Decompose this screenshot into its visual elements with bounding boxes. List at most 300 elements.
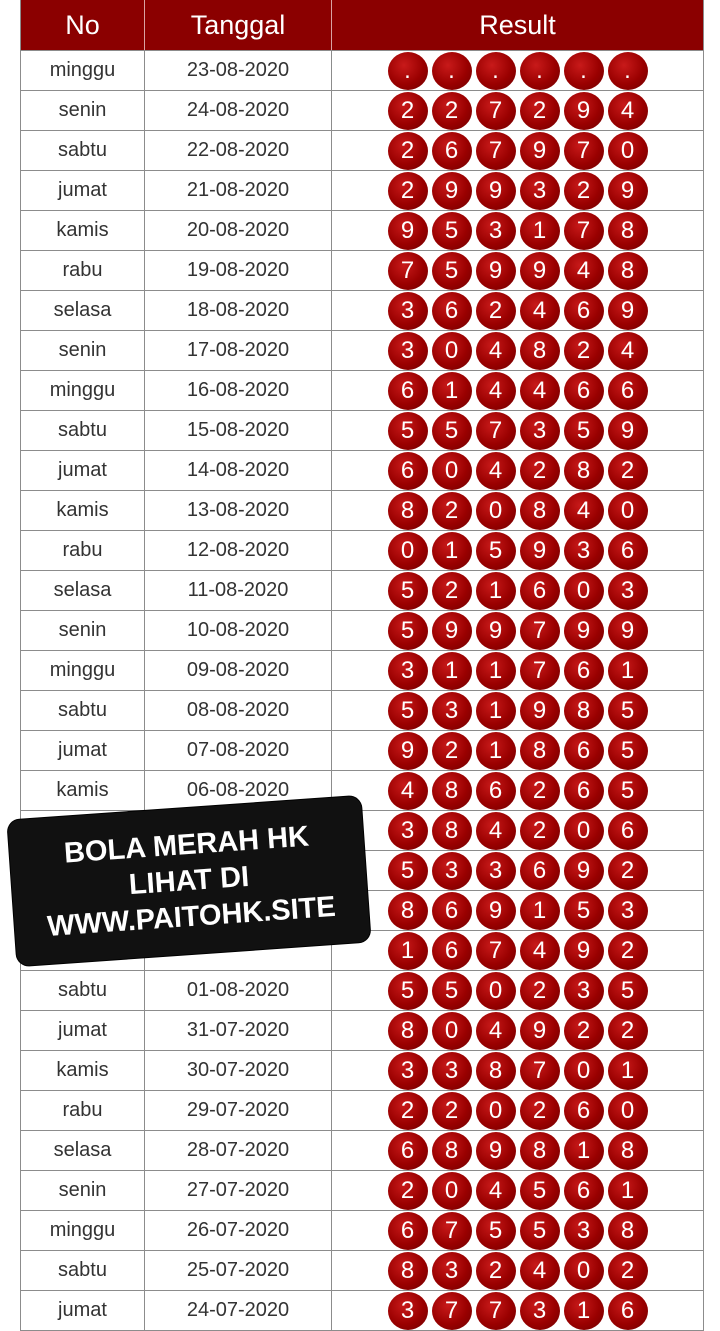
result-ball: 9 <box>432 172 472 210</box>
row-result <box>332 411 703 450</box>
banner-line-3: WWW.PAITOHK.SITE <box>46 890 337 943</box>
row-day: minggu <box>21 651 145 690</box>
result-ball: 9 <box>608 612 648 650</box>
result-ball: 4 <box>476 812 516 850</box>
result-ball: 4 <box>608 92 648 130</box>
result-ball: 6 <box>432 132 472 170</box>
result-ball: 1 <box>476 652 516 690</box>
row-date: 30-07-2020 <box>145 1051 332 1090</box>
result-ball: 9 <box>564 612 604 650</box>
row-date: 24-07-2020 <box>145 1291 332 1330</box>
result-balls <box>388 92 648 130</box>
result-ball: 9 <box>564 92 604 130</box>
row-result <box>332 1051 703 1090</box>
result-ball: 5 <box>432 412 472 450</box>
result-ball: 4 <box>520 932 560 970</box>
result-ball: 5 <box>608 772 648 810</box>
row-date: 10-08-2020 <box>145 611 332 650</box>
result-balls <box>388 812 648 850</box>
table-row <box>21 451 703 491</box>
row-result <box>332 1211 703 1250</box>
watermark-banner <box>7 796 370 966</box>
result-ball: 3 <box>388 652 428 690</box>
result-ball: 7 <box>476 132 516 170</box>
result-ball: 3 <box>388 812 428 850</box>
result-balls <box>388 1252 648 1290</box>
result-ball: . <box>388 52 428 90</box>
result-ball: 7 <box>520 1052 560 1090</box>
row-day: jumat <box>21 171 145 210</box>
result-ball: 3 <box>388 332 428 370</box>
table-row <box>21 1171 703 1211</box>
result-ball: 8 <box>520 492 560 530</box>
result-ball: 9 <box>608 292 648 330</box>
table-row <box>21 1251 703 1291</box>
result-ball: 2 <box>608 1252 648 1290</box>
row-day: jumat <box>21 451 145 490</box>
result-balls <box>388 772 648 810</box>
row-result <box>332 931 703 970</box>
row-result <box>332 251 703 290</box>
table-row <box>21 771 703 811</box>
result-ball: 3 <box>432 1052 472 1090</box>
result-ball: 4 <box>476 452 516 490</box>
result-balls <box>388 732 648 770</box>
result-ball: 3 <box>432 852 472 890</box>
result-ball: 7 <box>564 132 604 170</box>
result-balls <box>388 412 648 450</box>
result-ball: 0 <box>564 1052 604 1090</box>
result-ball: 5 <box>388 692 428 730</box>
row-day: rabu <box>21 531 145 570</box>
result-ball: 8 <box>520 332 560 370</box>
row-result <box>332 371 703 410</box>
row-result <box>332 211 703 250</box>
result-balls <box>388 212 648 250</box>
result-ball: 2 <box>432 732 472 770</box>
result-ball: 9 <box>608 412 648 450</box>
result-ball: 2 <box>520 772 560 810</box>
result-ball: 1 <box>564 1132 604 1170</box>
result-ball: 8 <box>432 812 472 850</box>
result-ball: 9 <box>520 692 560 730</box>
result-ball: 8 <box>388 492 428 530</box>
row-day: rabu <box>21 251 145 290</box>
row-day: minggu <box>21 371 145 410</box>
result-ball: 6 <box>476 772 516 810</box>
result-ball: 6 <box>564 292 604 330</box>
result-ball: 2 <box>564 1012 604 1050</box>
result-ball: 5 <box>388 972 428 1010</box>
table-row <box>21 1011 703 1051</box>
result-ball: 6 <box>520 852 560 890</box>
result-ball: 9 <box>476 172 516 210</box>
result-ball: 4 <box>520 1252 560 1290</box>
result-ball: 4 <box>608 332 648 370</box>
result-ball: 2 <box>520 812 560 850</box>
row-result <box>332 491 703 530</box>
row-result <box>332 771 703 810</box>
result-ball: . <box>520 52 560 90</box>
row-day: sabtu <box>21 131 145 170</box>
row-day: jumat <box>21 1291 145 1330</box>
row-result <box>332 571 703 610</box>
row-date: 14-08-2020 <box>145 451 332 490</box>
result-ball: 0 <box>432 1172 472 1210</box>
result-ball: 6 <box>432 892 472 930</box>
row-day: sabtu <box>21 691 145 730</box>
row-day: kamis <box>21 491 145 530</box>
result-ball: 3 <box>476 212 516 250</box>
result-ball: 0 <box>476 492 516 530</box>
row-date: 20-08-2020 <box>145 211 332 250</box>
result-table <box>20 0 704 1331</box>
result-ball: 9 <box>564 932 604 970</box>
result-ball: 9 <box>564 852 604 890</box>
row-date: 06-08-2020 <box>145 771 332 810</box>
result-ball: 0 <box>476 1092 516 1130</box>
result-ball: 2 <box>388 1092 428 1130</box>
table-row <box>21 371 703 411</box>
result-ball: . <box>564 52 604 90</box>
result-ball: 7 <box>564 212 604 250</box>
result-ball: 4 <box>564 492 604 530</box>
result-ball: 3 <box>432 1252 472 1290</box>
result-ball: 8 <box>608 1132 648 1170</box>
row-result <box>332 1091 703 1130</box>
result-balls <box>388 692 648 730</box>
result-ball: 4 <box>476 372 516 410</box>
result-balls <box>388 1052 648 1090</box>
row-result <box>332 691 703 730</box>
result-ball: 9 <box>476 1132 516 1170</box>
table-row <box>21 1211 703 1251</box>
banner-line-2: LIHAT DI <box>127 860 251 902</box>
result-ball: 2 <box>608 452 648 490</box>
row-day: minggu <box>21 51 145 90</box>
row-date: 27-07-2020 <box>145 1171 332 1210</box>
result-ball: 2 <box>476 1252 516 1290</box>
table-row <box>21 91 703 131</box>
result-ball: 8 <box>432 772 472 810</box>
row-date: 25-07-2020 <box>145 1251 332 1290</box>
result-ball: 3 <box>388 1292 428 1330</box>
result-balls <box>388 932 648 970</box>
table-row <box>21 691 703 731</box>
row-result <box>332 891 703 930</box>
result-ball: 8 <box>388 1252 428 1290</box>
result-ball: 7 <box>388 252 428 290</box>
result-ball: 2 <box>520 972 560 1010</box>
result-ball: 5 <box>476 532 516 570</box>
result-ball: 1 <box>432 372 472 410</box>
row-day: rabu <box>21 1091 145 1130</box>
row-day: kamis <box>21 211 145 250</box>
result-ball: 7 <box>476 412 516 450</box>
result-balls <box>388 972 648 1010</box>
row-day: selasa <box>21 1131 145 1170</box>
result-ball: 5 <box>432 212 472 250</box>
result-balls <box>388 332 648 370</box>
result-ball: 1 <box>608 1052 648 1090</box>
result-ball: 6 <box>608 1292 648 1330</box>
result-ball: 5 <box>388 852 428 890</box>
result-ball: 4 <box>564 252 604 290</box>
result-ball: 3 <box>564 972 604 1010</box>
result-ball: 2 <box>608 1012 648 1050</box>
result-ball: 5 <box>564 892 604 930</box>
result-ball: 8 <box>388 1012 428 1050</box>
result-ball: 2 <box>388 92 428 130</box>
table-row <box>21 1291 703 1331</box>
result-ball: 8 <box>608 212 648 250</box>
result-ball: 2 <box>432 1092 472 1130</box>
result-balls <box>388 492 648 530</box>
result-ball: 2 <box>608 932 648 970</box>
row-result <box>332 1011 703 1050</box>
table-body <box>21 51 703 1331</box>
result-ball: 8 <box>564 452 604 490</box>
table-row <box>21 971 703 1011</box>
result-balls <box>388 1212 648 1250</box>
table-row <box>21 1051 703 1091</box>
row-day: minggu <box>21 1211 145 1250</box>
result-ball: 2 <box>564 332 604 370</box>
result-ball: 6 <box>564 732 604 770</box>
row-date: 08-08-2020 <box>145 691 332 730</box>
result-ball: 4 <box>476 1012 516 1050</box>
result-ball: 8 <box>608 252 648 290</box>
result-ball: 2 <box>388 1172 428 1210</box>
result-ball: 2 <box>388 172 428 210</box>
result-ball: 6 <box>432 292 472 330</box>
banner-line-1: BOLA MERAH HK <box>62 820 311 870</box>
row-result <box>332 651 703 690</box>
result-ball: 5 <box>608 732 648 770</box>
table-row <box>21 211 703 251</box>
result-ball: 3 <box>520 412 560 450</box>
result-balls <box>388 652 648 690</box>
table-row <box>21 491 703 531</box>
row-date: 31-07-2020 <box>145 1011 332 1050</box>
row-result <box>332 611 703 650</box>
row-result <box>332 91 703 130</box>
result-balls <box>388 1172 648 1210</box>
result-ball: 6 <box>564 372 604 410</box>
result-ball: 9 <box>476 252 516 290</box>
result-balls <box>388 252 648 290</box>
result-ball: 0 <box>432 332 472 370</box>
row-result <box>332 1251 703 1290</box>
row-date: 01-08-2020 <box>145 971 332 1010</box>
result-ball: 3 <box>608 892 648 930</box>
table-header <box>21 0 703 51</box>
result-balls <box>388 172 648 210</box>
result-ball: 4 <box>520 372 560 410</box>
row-date: 18-08-2020 <box>145 291 332 330</box>
result-ball: 1 <box>476 732 516 770</box>
table-row <box>21 51 703 91</box>
table-row <box>21 611 703 651</box>
result-ball: 2 <box>432 572 472 610</box>
result-ball: 5 <box>388 572 428 610</box>
row-date: 26-07-2020 <box>145 1211 332 1250</box>
row-result <box>332 171 703 210</box>
result-ball: 0 <box>476 972 516 1010</box>
row-date: 29-07-2020 <box>145 1091 332 1130</box>
row-result <box>332 291 703 330</box>
result-ball: 1 <box>432 532 472 570</box>
result-ball: 7 <box>476 932 516 970</box>
result-ball: 1 <box>388 932 428 970</box>
result-ball: 6 <box>608 812 648 850</box>
table-row <box>21 131 703 171</box>
row-day: selasa <box>21 571 145 610</box>
table-row <box>21 411 703 451</box>
result-ball: 8 <box>432 1132 472 1170</box>
result-ball: 3 <box>388 1052 428 1090</box>
result-ball: 1 <box>564 1292 604 1330</box>
result-ball: 6 <box>564 652 604 690</box>
result-balls <box>388 1092 648 1130</box>
table-row <box>21 651 703 691</box>
result-ball: 6 <box>432 932 472 970</box>
result-ball: 6 <box>388 1212 428 1250</box>
result-ball: 8 <box>476 1052 516 1090</box>
result-ball: 9 <box>520 1012 560 1050</box>
result-ball: . <box>432 52 472 90</box>
row-date: 13-08-2020 <box>145 491 332 530</box>
row-result <box>332 531 703 570</box>
result-ball: 2 <box>432 492 472 530</box>
result-balls <box>388 852 648 890</box>
row-result <box>332 851 703 890</box>
result-ball: 7 <box>476 1292 516 1330</box>
result-ball: 9 <box>476 892 516 930</box>
result-balls <box>388 452 648 490</box>
result-ball: 6 <box>608 372 648 410</box>
row-day: senin <box>21 611 145 650</box>
table-row <box>21 291 703 331</box>
row-date: 12-08-2020 <box>145 531 332 570</box>
row-date: 07-08-2020 <box>145 731 332 770</box>
result-ball: 5 <box>608 692 648 730</box>
result-ball: 5 <box>432 972 472 1010</box>
result-ball: 4 <box>476 1172 516 1210</box>
result-ball: 5 <box>388 612 428 650</box>
result-balls <box>388 292 648 330</box>
header-no: No <box>21 0 145 50</box>
row-date: 16-08-2020 <box>145 371 332 410</box>
result-ball: 1 <box>476 572 516 610</box>
result-ball: 3 <box>564 532 604 570</box>
result-ball: 2 <box>432 92 472 130</box>
result-ball: 3 <box>476 852 516 890</box>
result-ball: . <box>608 52 648 90</box>
result-ball: 9 <box>608 172 648 210</box>
result-ball: 2 <box>608 852 648 890</box>
result-balls <box>388 372 648 410</box>
result-ball: 2 <box>520 452 560 490</box>
result-ball: 6 <box>564 1092 604 1130</box>
result-ball: 7 <box>476 92 516 130</box>
result-ball: 1 <box>432 652 472 690</box>
row-result <box>332 451 703 490</box>
result-ball: 0 <box>564 572 604 610</box>
result-ball: 9 <box>520 532 560 570</box>
result-ball: 4 <box>476 332 516 370</box>
row-result <box>332 811 703 850</box>
result-ball: 8 <box>520 732 560 770</box>
result-ball: 7 <box>432 1212 472 1250</box>
row-day: senin <box>21 331 145 370</box>
result-ball: 6 <box>564 772 604 810</box>
result-ball: 0 <box>564 812 604 850</box>
row-date: 28-07-2020 <box>145 1131 332 1170</box>
result-ball: 9 <box>476 612 516 650</box>
row-day: sabtu <box>21 1251 145 1290</box>
table-row <box>21 531 703 571</box>
result-balls <box>388 572 648 610</box>
result-ball: 9 <box>388 732 428 770</box>
result-ball: 1 <box>520 212 560 250</box>
result-ball: 4 <box>520 292 560 330</box>
row-day: sabtu <box>21 971 145 1010</box>
table-row <box>21 731 703 771</box>
row-result <box>332 731 703 770</box>
row-day: senin <box>21 1171 145 1210</box>
result-ball: 3 <box>432 692 472 730</box>
result-ball: 5 <box>520 1172 560 1210</box>
result-balls <box>388 892 648 930</box>
result-ball: 4 <box>388 772 428 810</box>
header-tanggal: Tanggal <box>145 0 332 50</box>
row-result <box>332 1131 703 1170</box>
result-ball: 0 <box>608 1092 648 1130</box>
result-ball: 0 <box>432 452 472 490</box>
result-ball: 3 <box>388 292 428 330</box>
result-balls <box>388 612 648 650</box>
row-result <box>332 971 703 1010</box>
row-date: 19-08-2020 <box>145 251 332 290</box>
result-ball: 6 <box>388 1132 428 1170</box>
table-row <box>21 171 703 211</box>
header-result: Result <box>479 9 556 40</box>
result-ball: 7 <box>520 652 560 690</box>
row-day: sabtu <box>21 411 145 450</box>
result-ball: 3 <box>520 1292 560 1330</box>
result-ball: 2 <box>520 92 560 130</box>
row-day: senin <box>21 91 145 130</box>
result-ball: 1 <box>520 892 560 930</box>
result-ball: 3 <box>520 172 560 210</box>
result-ball: 8 <box>608 1212 648 1250</box>
result-balls <box>388 1132 648 1170</box>
result-ball: 3 <box>564 1212 604 1250</box>
row-result <box>332 131 703 170</box>
row-result <box>332 51 703 90</box>
row-date: 23-08-2020 <box>145 51 332 90</box>
result-ball: 1 <box>608 652 648 690</box>
row-day: kamis <box>21 1051 145 1090</box>
result-ball: 7 <box>520 612 560 650</box>
result-ball: 0 <box>432 1012 472 1050</box>
result-ball: 7 <box>432 1292 472 1330</box>
row-day: kamis <box>21 771 145 810</box>
result-ball: 8 <box>520 1132 560 1170</box>
table-row <box>21 571 703 611</box>
result-ball: 6 <box>608 532 648 570</box>
